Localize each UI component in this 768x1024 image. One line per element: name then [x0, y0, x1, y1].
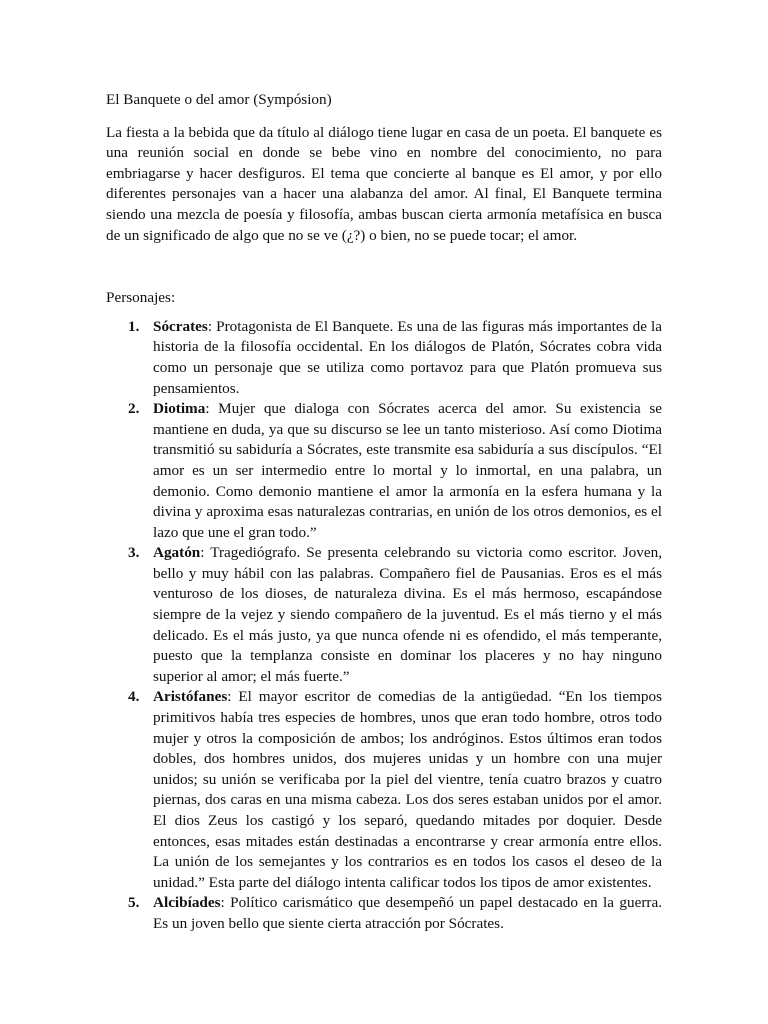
character-name: Diotima	[153, 400, 206, 418]
document-page	[106, 90, 662, 935]
list-item	[153, 317, 662, 399]
list-item	[153, 543, 662, 687]
intro-paragraph: La fiesta a la bebida que da título al diálogo tiene lugar en casa de un poeta. El banquete es una reunión social en donde se bebe vino en nombre del conocimiento, no para embriagarse y hacer desfiguros. El tema que concierte al banque es El amor, y por ello diferentes personajes van a hacer una alabanza del amor. Al final, El Banquete termina siendo una mezcla de poesía y filosofía, ambas buscan cierta armonía metafísica en busca de un significado de algo que no se ve (¿?) o bien, no se puede tocar; el amor.	[106, 123, 662, 244]
character-description: : Protagonista de El Banquete. Es una de las figuras más importantes de la historia de la filosofía occidental. En los diálogos de Platón, Sócrates cobra vida como un personaje que se utiliza como portavoz para que Platón promueva sus pensamientos.	[153, 317, 662, 397]
characters-list	[106, 317, 662, 935]
list-item	[153, 893, 662, 934]
character-name: Aristófanes	[153, 688, 228, 706]
character-description: : Político carismático que desempeñó un papel destacado en la guerra. Es un joven bello que siente cierta atracción por Sócrates.	[153, 894, 662, 932]
character-description: : Tragediógrafo. Se presenta celebrando su victoria como escritor. Joven, bello y muy hábil con las palabras. Compañero fiel de Pausanias. Eros es el más venturoso de los dioses, de naturaleza divina. Es el más hermoso, escapándose siempre de la vejez y siendo compañero de la juventud. Es el más tierno y el más delicado. Es el más justo, ya que nunca ofende ni es ofendido, el más temperante, puesto que la templanza consiste en dominar los placeres y no hay ninguno superior al amor; el más fuerte.”	[153, 544, 662, 685]
character-description: : Mujer que dialoga con Sócrates acerca del amor. Su existencia se mantiene en duda, ya que su discurso se lee un tanto misterioso. Así como Diotima transmitió su sabiduría a Sócrates, este transmite esa sabiduría a sus discípulos. “El amor es un ser intermedio entre lo mortal y lo inmortal, en una palabra, un demonio. Como demonio mantiene el amor la armonía en la esfera humana y la divina y aproxima esas naturalezas contrarias, en unión de los otros demonios, es el lazo que une el gran todo.”	[153, 400, 662, 541]
character-name: Sócrates	[153, 317, 208, 335]
document-title: El Banquete o del amor (Sympósion)	[106, 91, 332, 108]
personajes-heading: Personajes:	[106, 289, 176, 307]
character-description: : El mayor escritor de comedias de la antigüedad. “En los tiempos primitivos había tres especies de hombres, unos que eran todo hombre, otros todo mujer y otros la composición de ambos; los andróginos. Estos últimos eran todos dobles, dos hombres unidos, dos mujeres unidas y un hombre con una mujer unidos; su unión se verificaba por la piel del vientre, tenía cuatro brazos y cuatro piernas, dos caras en una misma cabeza. Los dos seres estaban unidos por el amor. El dios Zeus los castigó y los separó, quedando mitades por doquier. Desde entonces, esas mitades están destinadas a encontrarse y crear armonía entre ellos. La unión de los semejantes y los contrarios es en todos los casos el deseo de la unidad.” Esta parte del diálogo intenta calificar todos los tipos de amor existentes.	[153, 688, 662, 891]
character-name: Alcibíades	[153, 894, 221, 912]
list-item	[153, 399, 662, 543]
list-item	[153, 687, 662, 893]
character-name: Agatón	[153, 544, 201, 562]
